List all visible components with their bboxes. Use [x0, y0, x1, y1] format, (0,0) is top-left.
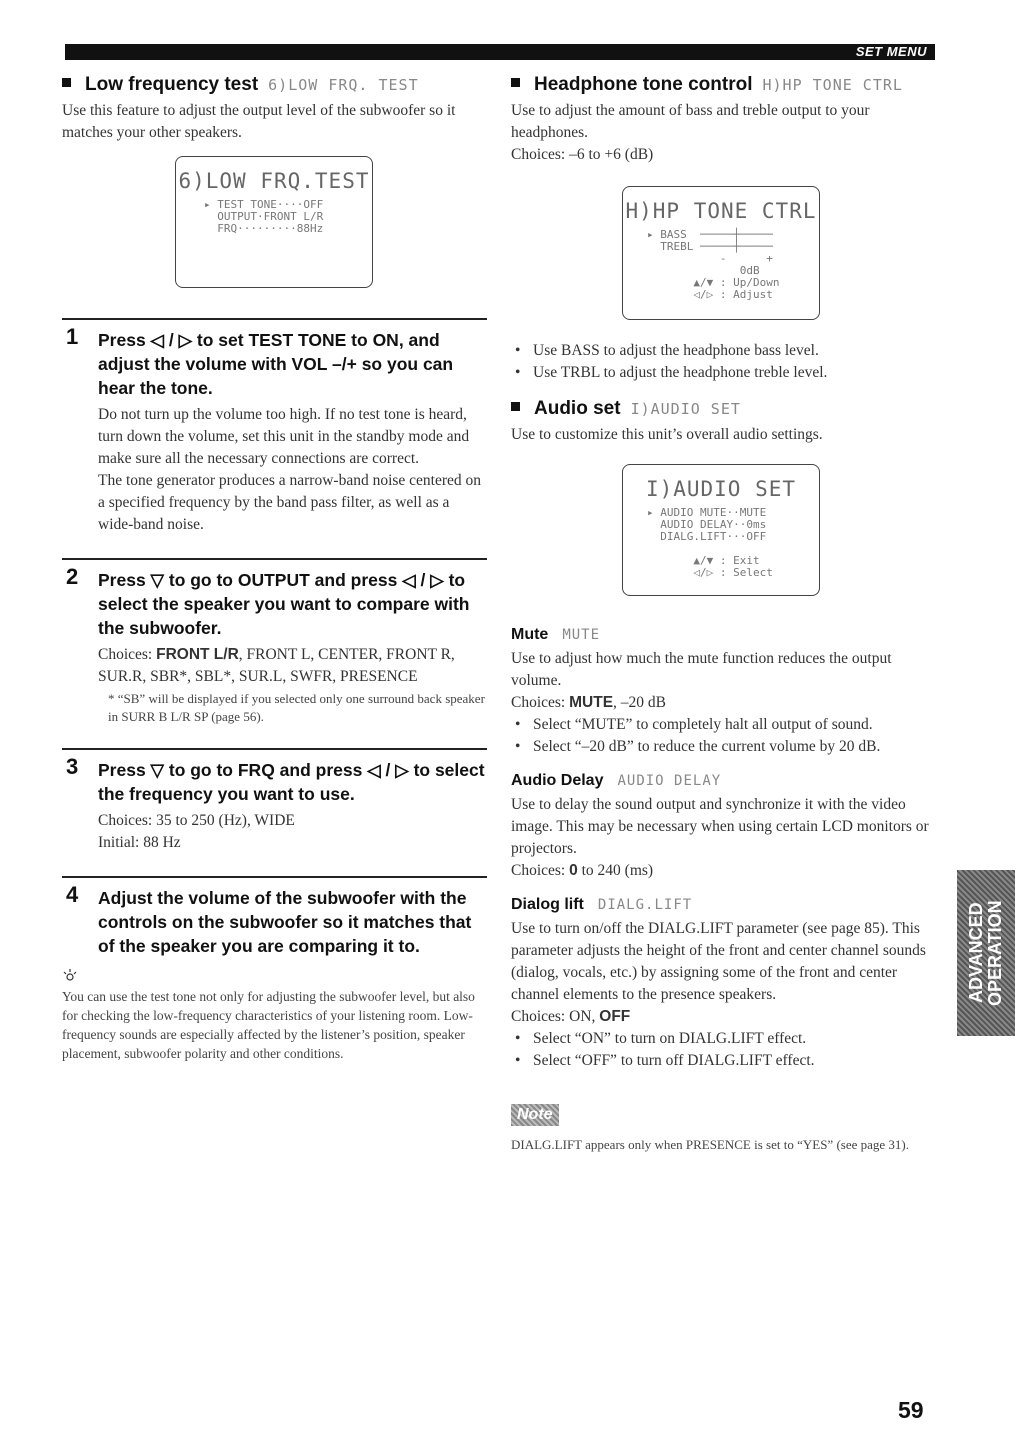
delay-desc: Use to delay the sound output and synchronize it with the video image. This may be necessary when using certain LCD monitors or projectors. [511, 796, 929, 857]
choices-default: MUTE [569, 694, 614, 711]
choices-label: Choices: [511, 862, 570, 879]
bullet-square-icon [511, 402, 520, 411]
screen-title: H)HP TONE CTRL [625, 199, 817, 223]
step-title: Press ◁ / ▷ to set TEST TONE to ON, and adjust the volume with VOL –/+ so you can hear the tone. [98, 330, 454, 398]
choices-rest: to 240 (ms) [577, 862, 654, 879]
headphone-desc: Use to adjust the amount of bass and treble output to your headphones. [511, 102, 870, 141]
mute-heading [511, 626, 936, 644]
note-badge: Note [511, 1104, 559, 1126]
low-freq-screen [175, 156, 373, 288]
step-number: 4 [66, 882, 79, 907]
delay-lcd: AUDIO DELAY [617, 773, 722, 789]
step-text: Do not turn up the volume too high. If no test tone is heard, turn down the volume, set this unit in the standby mode and make sure all the necessary connections are correct. [98, 406, 470, 467]
header-bar [65, 44, 935, 60]
low-freq-lcd: 6)LOW FRQ. TEST [268, 76, 419, 94]
dialog-heading [511, 896, 936, 914]
bullet-square-icon [511, 78, 520, 87]
delay-choices [511, 860, 936, 882]
choices-default: FRONT L/R [156, 646, 239, 663]
choices-default: OFF [599, 1008, 631, 1025]
step-title: Press ▽ to go to OUTPUT and press ◁ / ▷ to select the speaker you want to compare with the subwoofer. [98, 570, 470, 638]
side-tab-label: ADVANCED OPERATION [966, 900, 1005, 1006]
left-column [62, 74, 487, 1077]
step-text: The tone generator produces a narrow-band noise centered on a specified frequency by the band pass filter, as well as a wide-band noise. [98, 472, 482, 533]
screen-line: 0dB [647, 264, 760, 277]
dialog-choices [511, 1006, 936, 1028]
step-2 [62, 558, 487, 726]
screen-line: AUDIO DELAY··0ms [647, 518, 767, 531]
screen-line: ▸ AUDIO MUTE··MUTE [647, 506, 767, 519]
audio-set-heading [511, 398, 936, 420]
step-text: Initial: 88 Hz [98, 834, 181, 851]
headphone-lcd: H)HP TONE CTRL [762, 76, 903, 94]
choices-label: Choices: [511, 694, 570, 711]
audio-set-title: Audio set [534, 398, 621, 419]
dialog-lcd: DIALG.LIFT [597, 897, 693, 913]
step-4 [62, 876, 487, 958]
screen-line: TREBL ─────┼───── [647, 240, 773, 253]
delay-heading [511, 772, 936, 790]
screen-line: ▸ TEST TONE····OFF [204, 198, 324, 211]
choices-rest: , –20 dB [613, 694, 667, 711]
screen-line: ▲/▼ : Up/Down [647, 276, 780, 289]
headphone-choices: Choices: –6 to +6 (dB) [511, 146, 654, 163]
step-text: Choices: 35 to 250 (Hz), WIDE [98, 812, 295, 829]
low-freq-title: Low frequency test [85, 74, 259, 95]
step-title: Adjust the volume of the subwoofer with the controls on the subwoofer so it matches that of the speaker you are comparing it to. [98, 888, 472, 956]
mute-title: Mute [511, 626, 549, 643]
step-footnote: * “SB” will be displayed if you selected only one surround back speaker in SURR B L/R SP (page 56). [108, 691, 485, 724]
choices-label: Choices: [98, 646, 157, 663]
side-tab [957, 870, 1015, 1036]
screen-line: FRQ·········88Hz [204, 222, 324, 235]
screen-line: DIALG.LIFT···OFF [647, 530, 767, 543]
right-column [511, 74, 936, 1154]
step-choices [98, 644, 487, 688]
bullet-item: • Select “MUTE” to completely halt all output of sound. [511, 714, 936, 736]
tip-text: You can use the test tone not only for adjusting the subwoofer level, but also for checking the low-frequency characteristics of your listening room. Low-frequency sounds are especially affected by the listener’s position, speaker placement, subwoofer polarity and other conditions. [62, 989, 475, 1061]
screen-line: ◁/▷ : Select [647, 566, 773, 579]
choices-default: 0 [569, 862, 578, 879]
tip-icon [62, 968, 487, 987]
note-text: DIALG.LIFT appears only when PRESENCE is set to “YES” (see page 31). [511, 1137, 909, 1152]
headphone-heading [511, 74, 936, 96]
screen-line: ▸ BASS ─────┼───── [647, 228, 773, 241]
screen-line: ◁/▷ : Adjust [647, 288, 773, 301]
dialog-desc: Use to turn on/off the DIALG.LIFT parameter (see page 85). This parameter adjusts the height of the front and center channel sounds (dialog, vocals, etc.) by assigning some of the front and center channel elements to the presence speakers. [511, 920, 926, 1003]
screen-title: 6)LOW FRQ.TEST [178, 169, 370, 193]
choices-rest: , FRONT L, CENTER, FRONT R, SUR.R, SBR*, SBL*, SUR.L, SWFR, PRESENCE [98, 646, 455, 685]
screen-line: - + [647, 252, 773, 265]
screen-title: I)AUDIO SET [645, 477, 797, 501]
audio-set-lcd: I)AUDIO SET [630, 400, 741, 418]
audio-set-screen [622, 464, 820, 596]
mute-choices [511, 692, 936, 714]
low-freq-desc: Use this feature to adjust the output level of the subwoofer so it matches your other speakers. [62, 102, 456, 141]
mute-lcd: MUTE [562, 627, 601, 643]
delay-title: Audio Delay [511, 772, 604, 789]
step-number: 2 [66, 564, 79, 589]
bullet-item: • Use BASS to adjust the headphone bass level. [511, 340, 936, 362]
step-title: Press ▽ to go to FRQ and press ◁ / ▷ to select the frequency you want to use. [98, 760, 485, 804]
bullet-square-icon [62, 78, 71, 87]
step-number: 3 [66, 754, 79, 779]
low-freq-heading [62, 74, 487, 96]
section-tag: SET MENU [855, 44, 927, 59]
step-1 [62, 318, 487, 536]
dialog-title: Dialog lift [511, 896, 584, 913]
choices-label: Choices: ON, [511, 1008, 600, 1025]
bullet-item: • Use TRBL to adjust the headphone treble level. [511, 362, 936, 384]
audio-set-desc: Use to customize this unit’s overall audio settings. [511, 426, 823, 443]
page-number: 59 [898, 1397, 924, 1423]
bullet-item: • Select “OFF” to turn off DIALG.LIFT effect. [511, 1050, 936, 1072]
bullet-item: • Select “ON” to turn on DIALG.LIFT effect. [511, 1028, 936, 1050]
mute-desc: Use to adjust how much the mute function reduces the output volume. [511, 650, 892, 689]
headphone-screen [622, 186, 820, 320]
step-number: 1 [66, 324, 79, 349]
step-3 [62, 748, 487, 854]
screen-line: ▲/▼ : Exit [647, 554, 760, 567]
headphone-title: Headphone tone control [534, 74, 753, 95]
bullet-item: • Select “–20 dB” to reduce the current volume by 20 dB. [511, 736, 936, 758]
screen-line: OUTPUT·FRONT L/R [204, 210, 324, 223]
